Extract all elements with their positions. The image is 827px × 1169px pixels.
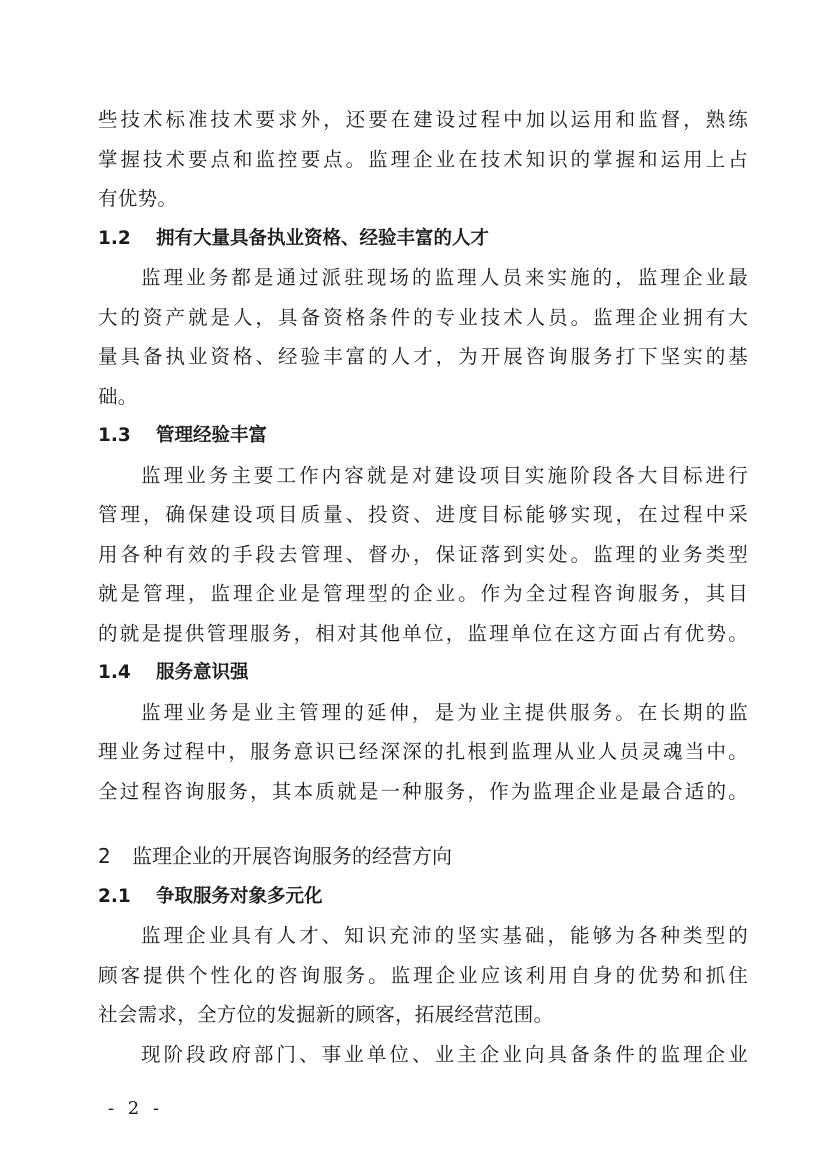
subsection-heading-2-1: [98, 877, 748, 917]
heading-title: 管理经验丰富: [156, 425, 268, 446]
text-line: 监理业务都是通过派驻现场的监理人员来实施的，监理企业最: [141, 266, 748, 289]
heading-title: 服务意识强: [156, 662, 249, 683]
heading-number: 1.4: [98, 662, 131, 683]
subsection-heading-1-2: [98, 219, 748, 259]
page-number: - 2 -: [108, 1098, 164, 1119]
section-heading-2: [98, 837, 748, 877]
page-body: [98, 100, 748, 1074]
text-line: 理业务过程中，服务意识已经深深的扎根到监理从业人员灵魂当中。: [98, 740, 748, 763]
paragraph: [98, 100, 748, 219]
heading-title: 拥有大量具备执业资格、经验丰富的人才: [156, 227, 490, 249]
text-line: 量具备执业资格、经验丰富的人才，为开展咨询服务打下坚实的基: [98, 345, 748, 368]
paragraph: [98, 916, 748, 1035]
text-line: 社会需求，全方位的发掘新的顾客，拓展经营范围。: [98, 1003, 554, 1026]
text-line: 全过程咨询服务，其本质就是一种服务，作为监理企业是最合适的。: [98, 779, 748, 803]
text-line: 些技术标准技术要求外，还要在建设过程中加以运用和监督，熟练: [98, 108, 748, 131]
text-line: 监理企业具有人才、知识充沛的坚实基础，能够为各种类型的: [141, 924, 748, 947]
text-line: 大的资产就是人，具备资格条件的专业技术人员。监理企业拥有大: [98, 305, 748, 329]
text-line: 就是管理，监理企业是管理型的企业。作为全过程咨询服务，其目: [98, 582, 748, 605]
text-line: 监理业务主要工作内容就是对建设项目实施阶段各大目标进行: [141, 463, 748, 487]
subsection-heading-1-3: [98, 416, 748, 456]
text-line: 掌握技术要点和监控要点。监理企业在技术知识的掌握和运用上占: [98, 147, 748, 171]
heading-number: 2: [98, 844, 111, 868]
text-line: 有优势。: [98, 187, 178, 210]
text-line: 础。: [98, 384, 138, 408]
text-line: 顾客提供个性化的咨询服务。监理企业应该利用自身的优势和抓住: [98, 963, 748, 987]
text-line: 用各种有效的手段去管理、督办，保证落到实处。监理的业务类型: [98, 542, 748, 566]
heading-number: 1.2: [98, 227, 131, 249]
subsection-heading-1-4: [98, 653, 748, 693]
heading-number: 2.1: [98, 885, 131, 907]
heading-title: 争取服务对象多元化: [156, 885, 323, 907]
paragraph: [98, 693, 748, 812]
paragraph: [98, 258, 748, 416]
text-line: 现阶段政府部门、事业单位、业主企业向具备条件的监理企业: [141, 1042, 748, 1066]
paragraph: [98, 456, 748, 654]
text-line: 的就是提供管理服务，相对其他单位，监理单位在这方面占有优势。: [98, 621, 748, 645]
text-line: 监理业务是业主管理的延伸，是为业主提供服务。在长期的监: [141, 700, 748, 724]
paragraph: [98, 1035, 748, 1075]
heading-title: 监理企业的开展咨询服务的经营方向: [132, 844, 452, 868]
heading-number: 1.3: [98, 425, 131, 446]
text-line: 管理，确保建设项目质量、投资、进度目标能够实现，在过程中采: [98, 503, 748, 526]
